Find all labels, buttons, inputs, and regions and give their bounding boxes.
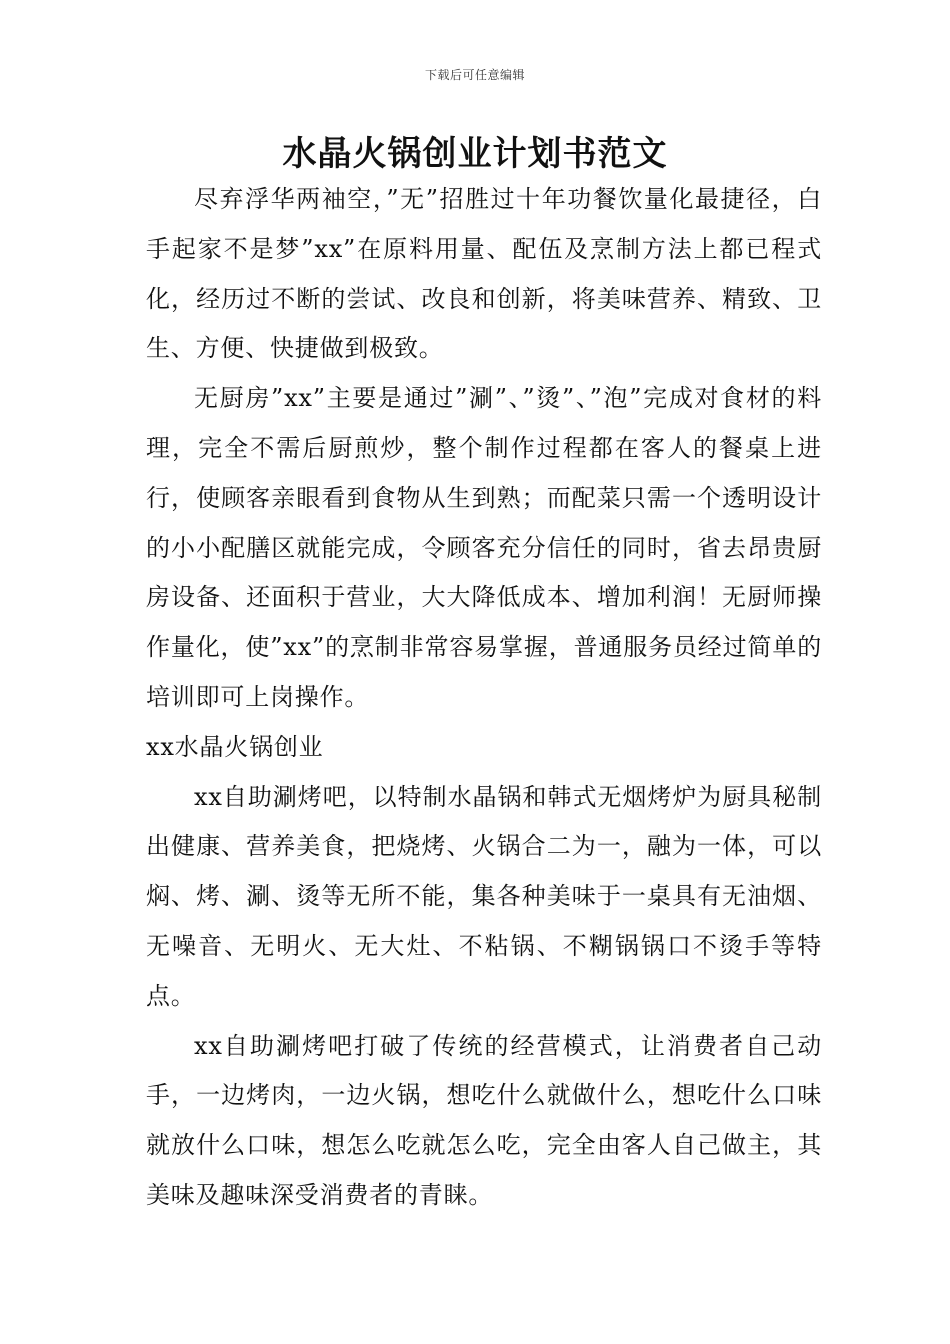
paragraph-no-kitchen: 无厨房”xx”主要是通过”涮”、”烫”、”泡”完成对食材的料理，完全不需后厨煎炒，整个制作过程都在客人的餐桌上进行，使顾客亲眼看到食物从生到熟；而配菜只需一个透明设计的小小配膳区就能完成，令顾客充分信任的同时，省去昂贵厨房设备、还面积于营业，大大降低成本、增加利润！无厨师操作量化，使”xx”的烹制非常容易掌握，普通服务员经过简单的培训即可上岗操作。 xyxy=(146,384,822,711)
header-note: 下载后可任意编辑 xyxy=(424,68,525,82)
paragraph-self-service: xx自助涮烤吧，以特制水晶锅和韩式无烟烤炉为厨具秘制出健康、营养美食，把烧烤、火锅合二为一，融为一体，可以焖、烤、涮、烫等无所不能，集各种美味于一桌具有无油烟、无噪音、无明火、无大灶、不粘锅、不糊锅锅口不烫手等特点。 xyxy=(146,782,822,1010)
paragraph-intro: 尽弃浮华两袖空，”无”招胜过十年功餐饮量化最捷径，白手起家不是梦”xx”在原料用量、配伍及烹制方法上都已程式化，经历过不断的尝试、改良和创新，将美味营养、精致、卫生、方便、快捷做到极致。 xyxy=(146,185,822,363)
document-title: 水晶火锅创业计划书范文 xyxy=(282,134,668,174)
section-subheading: xx水晶火锅创业 xyxy=(146,732,324,761)
document-body xyxy=(146,175,822,1221)
paragraph-business-model: xx自助涮烤吧打破了传统的经营模式，让消费者自己动手，一边烤肉，一边火锅，想吃什么就做什么，想吃什么口味就放什么口味，想怎么吃就怎么吃，完全由客人自己做主，其美味及趣味深受消费者的青睐。 xyxy=(146,1031,822,1209)
